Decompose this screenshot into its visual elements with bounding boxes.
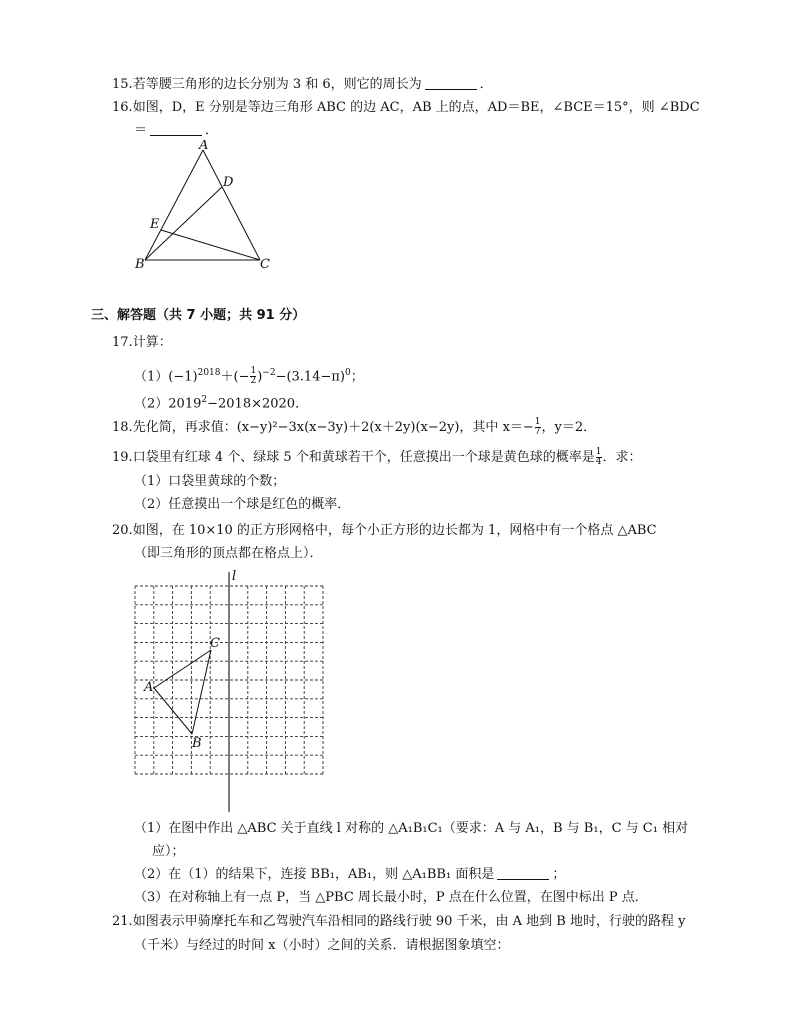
question-number: 18. <box>112 420 133 435</box>
question-number: 19. <box>112 450 133 465</box>
question-text: 如图表示甲骑摩托车和乙驾驶汽车沿相同的路线行驶 90 千米，由 A 地到 B 地时，行驶的路程 y <box>132 914 686 929</box>
question-20-part3: （3）在对称轴上有一点 P，当 △PBC 周长最小时，P 点在什么位置，在图中标出 P 点． <box>134 890 648 905</box>
label-b: B <box>192 736 202 751</box>
question-text: 计算： <box>132 335 172 350</box>
fraction: $\frac{1}{4}$ <box>595 447 602 467</box>
fraction: $\frac{1}{2}$ <box>250 366 257 387</box>
fraction: $\frac{1}{7}$ <box>534 417 541 437</box>
side-ab <box>145 150 203 260</box>
question-16 <box>112 99 700 117</box>
label-e: E <box>150 217 160 232</box>
figure-20-grid <box>125 566 330 816</box>
label-a: A <box>199 140 209 153</box>
question-number: 16. <box>112 100 133 115</box>
question-20 <box>112 522 657 540</box>
question-text: 先化简，再求值：(x−y)²−3x(x−3y)＋2(x＋2y)(x−2y)，其中 x＝− <box>132 420 534 435</box>
label-l: l <box>232 569 237 584</box>
question-20-line2: （即三角形的顶点都在格点上）． <box>134 546 323 561</box>
answer-blank[interactable] <box>425 77 477 90</box>
label-c: C <box>260 257 270 272</box>
question-19-part2: （2）任意摸出一个球是红色的概率． <box>134 497 351 512</box>
question-19: 19.口袋里有红球 4 个、绿球 5 个和黄球若干个，任意摸出一个球是黄色球的概率是 $\frac{1}{4}$ ．求： <box>112 447 642 467</box>
question-18: 18.先化简，再求值：(x−y)²−3x(x−3y)＋2(x＋2y)(x−2y)，其中 x＝− $\frac{1}{7}$ ，y＝2． <box>112 417 597 437</box>
question-text: 如图，D，E 分别是等边三角形 ABC 的边 AC，AB 上的点，AD＝BE，∠BCE＝15°，则 ∠BDC <box>132 100 700 115</box>
side-ac <box>154 650 211 688</box>
label-b: B <box>135 257 145 272</box>
question-text: 口袋里有红球 4 个、绿球 5 个和黄球若干个，任意摸出一个球是黄色球的概率是 <box>132 450 595 465</box>
question-21 <box>112 913 685 931</box>
side-ac <box>203 150 260 260</box>
question-20-part1: （1）在图中作出 △ABC 关于直线 l 对称的 △A₁B₁C₁（要求：A 与 A₁，B 与 B₁，C 与 C₁ 相对 <box>134 821 689 836</box>
question-15: 15.若等腰三角形的边长分别为 3 和 6，则它的周长为 ． <box>112 77 493 92</box>
answer-blank[interactable] <box>497 867 549 880</box>
question-20-part2: （2）在（1）的结果下，连接 BB₁，AB₁，则 △A₁BB₁ 面积是 ； <box>134 867 566 882</box>
question-17 <box>112 334 172 352</box>
question-21-line2: （千米）与经过的时间 x（小时）之间的关系．请根据图象填空： <box>134 938 510 953</box>
question-number: 17. <box>112 335 133 350</box>
section-title: 三、解答题（共 7 小题；共 91 分） <box>91 308 306 323</box>
question-number: 20. <box>112 523 133 538</box>
question-17-part1: $(1)(-1)^{2018}+(-$ $\frac{1}{2}$ )$^{-2}-(3.14-\pi)^0$； <box>134 366 364 387</box>
label-a: A <box>144 680 154 695</box>
question-19-part1: （1）口袋里黄球的个数； <box>134 474 286 489</box>
question-17-part2: $(2)2019^2-2018\times 2020$． <box>134 395 309 412</box>
question-16-line2: ＝ ． <box>134 123 219 138</box>
question-text: 若等腰三角形的边长分别为 3 和 6，则它的周长为 <box>132 77 422 92</box>
figure-16-triangle <box>130 140 280 275</box>
question-text: 如图，在 10×10 的正方形网格中，每个小正方形的边长都为 1，网格中有一个格点 △ABC <box>132 523 657 538</box>
label-d: D <box>223 175 234 190</box>
question-number: 21. <box>112 914 133 929</box>
side-bc <box>192 650 211 734</box>
segment-ce <box>161 230 260 260</box>
answer-blank[interactable] <box>150 123 202 136</box>
question-20-part1-cont: 应）； <box>152 844 185 859</box>
question-number: 15. <box>112 77 133 92</box>
label-c: C <box>210 636 220 651</box>
